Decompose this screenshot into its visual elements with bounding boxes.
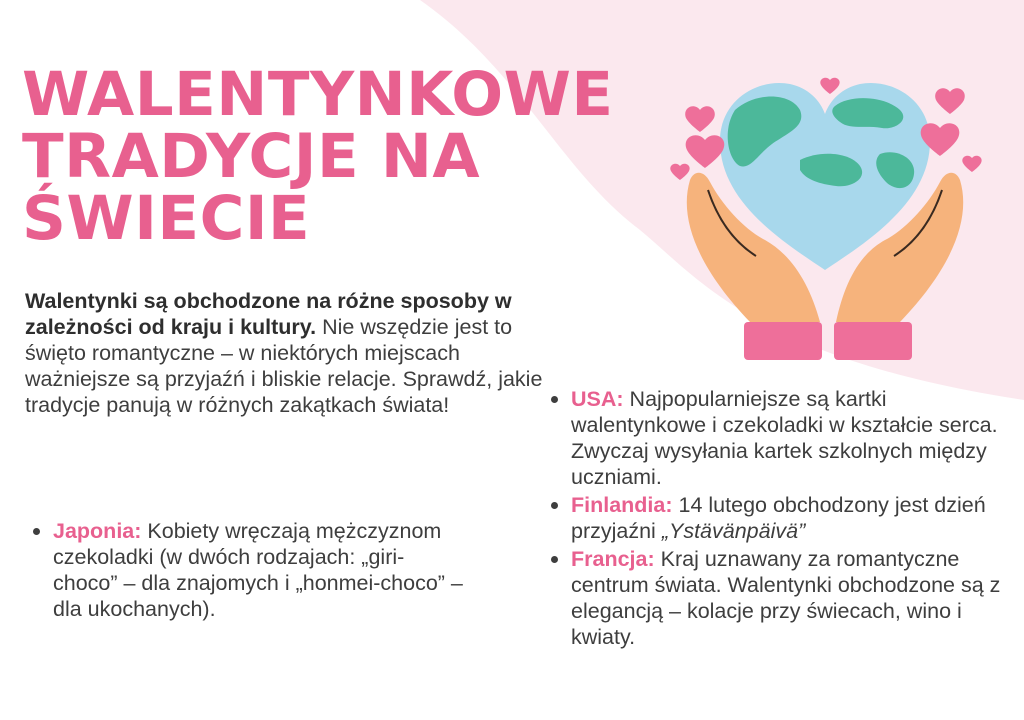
tradition-text: Kraj uznawany za romantyczne centrum świata. Walentynki obchodzone są z elegancją – kolacje przy świecach, wino i kwiaty. [571, 547, 1001, 649]
country-label: Finlandia: [571, 493, 673, 517]
list-item-finland [551, 492, 1011, 544]
list-item-usa [551, 386, 1011, 490]
heart-icon [962, 156, 981, 172]
title-line-1: WALENTYNKOWE [22, 59, 614, 130]
list-item-france [551, 546, 1011, 650]
tradition-quote: „Ystävänpäivä” [661, 519, 806, 543]
page-title [22, 59, 614, 254]
tradition-text: Kobiety wręczają mężczyznom czekoladki (w dwóch rodzajach: „giri-choco” – dla znajomych i „honmei-choco” – dla ukochanych). [53, 519, 463, 621]
country-label: Francja: [571, 547, 655, 571]
traditions-list-right [551, 386, 1011, 652]
country-label: USA: [571, 387, 624, 411]
intro-lead: Walentynki są obchodzone na różne sposoby w zależności od kraju i kultury. [25, 289, 512, 339]
title-line-3: ŚWIECIE [22, 183, 311, 254]
heart-icon [935, 88, 965, 114]
list-item-japan [33, 518, 463, 622]
tradition-text: 14 lutego obchodzony jest dzień przyjaźni [571, 493, 986, 543]
country-label: Japonia: [53, 519, 142, 543]
heart-icon [670, 164, 689, 180]
left-sleeve [744, 322, 822, 360]
intro-text: Nie wszędzie jest to święto romantyczne – w niektórych miejscach ważniejsze są przyjaźń i bliskie relacje. Sprawdź, jakie tradycje panują w różnych zakątkach świata! [25, 315, 543, 417]
heart-icon [686, 135, 725, 168]
hands-holding-heart-globe-icon [660, 70, 990, 370]
heart-icon [685, 106, 715, 132]
intro-paragraph [25, 288, 555, 418]
traditions-list-left [33, 518, 463, 624]
tradition-text: Najpopularniejsze są kartki walentynkowe i czekoladki w kształcie serca. Zwyczaj wysyłania kartek szkolnych między uczniami. [571, 387, 998, 489]
title-line-2: TRADYCJE NA [22, 121, 481, 192]
heart-icon [820, 78, 839, 94]
right-sleeve [834, 322, 912, 360]
